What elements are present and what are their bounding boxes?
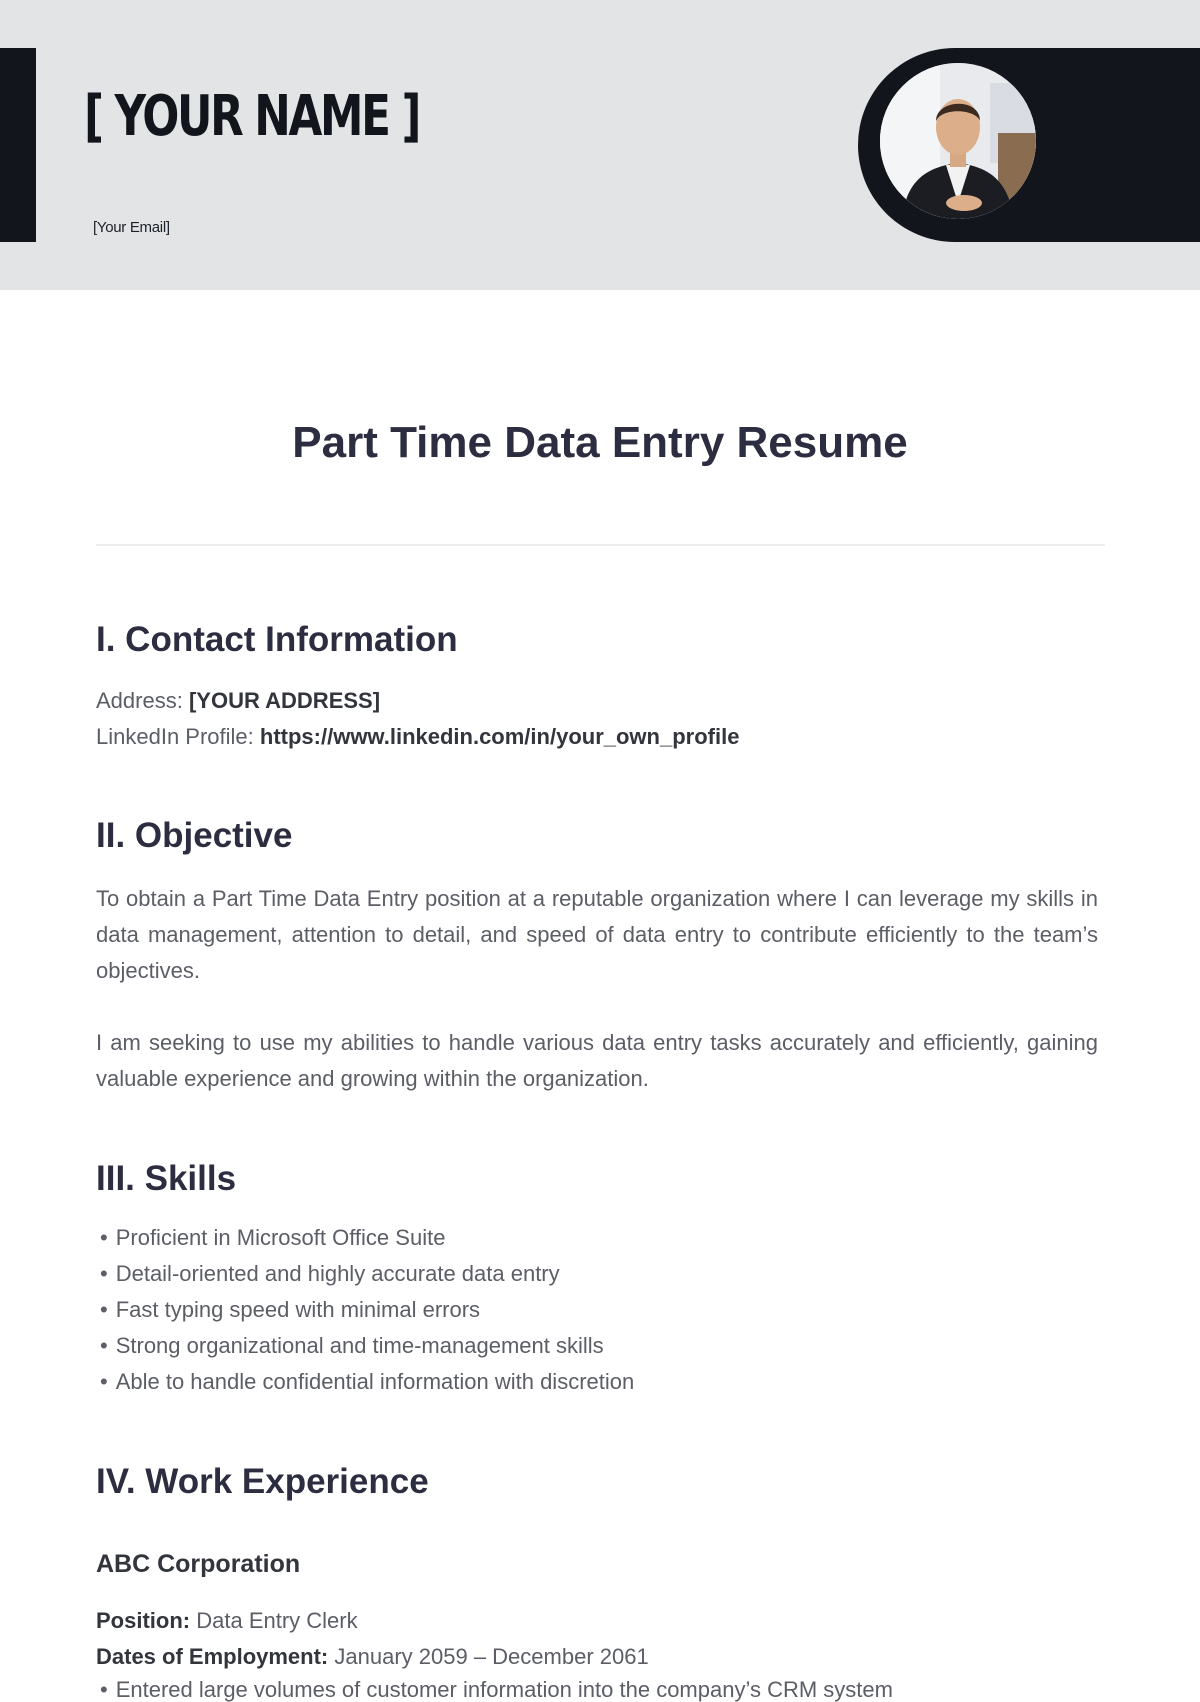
profile-photo (880, 63, 1036, 219)
dates-value: January 2059 – December 2061 (334, 1644, 649, 1669)
objective-paragraph-2: I am seeking to use my abilities to handle various data entry tasks accurately and efficiently, gaining valuable experience and growing within the organization. (96, 1030, 1098, 1091)
person-portrait-icon (880, 63, 1036, 219)
position-line (96, 1608, 358, 1634)
duty-item: • Entered large volumes of customer information into the company’s CRM system (100, 1677, 1080, 1702)
skills-list (100, 1220, 634, 1400)
resume-name: [ YOUR NAME ] (84, 84, 420, 149)
position-value: Data Entry Clerk (196, 1608, 358, 1633)
list-item: • Detail-oriented and highly accurate data entry (100, 1256, 634, 1292)
title-divider (96, 544, 1105, 546)
company-name: ABC Corporation (96, 1550, 301, 1578)
list-item: • Strong organizational and time-management skills (100, 1328, 634, 1364)
dates-label: Dates of Employment: (96, 1644, 329, 1669)
page-title: Part Time Data Entry Resume (292, 418, 908, 467)
contact-linkedin (96, 724, 739, 750)
skills-heading: III. Skills (96, 1159, 237, 1198)
resume-header (0, 0, 1200, 290)
experience-heading: IV. Work Experience (96, 1462, 429, 1501)
list-item: • Proficient in Microsoft Office Suite (100, 1220, 634, 1256)
resume-email: [Your Email] (93, 219, 170, 236)
objective-heading: II. Objective (96, 816, 293, 855)
objective-paragraph-1: To obtain a Part Time Data Entry position at a reputable organization where I can leverage my skills in data management, attention to detail, and speed of data entry to contribute efficiently to the team’s objectives. (96, 886, 1098, 983)
address-value: [YOUR ADDRESS] (188, 688, 381, 713)
contact-address (96, 688, 380, 714)
list-item: • Fast typing speed with minimal errors (100, 1292, 634, 1328)
linkedin-label: LinkedIn Profile: (96, 724, 254, 749)
contact-heading: I. Contact Information (96, 620, 458, 659)
header-accent-bar-left (0, 48, 36, 242)
position-label: Position: (96, 1608, 191, 1633)
address-label: Address: (96, 688, 183, 713)
dates-line (96, 1644, 649, 1670)
list-item: • Able to handle confidential information with discretion (100, 1364, 634, 1400)
linkedin-link[interactable]: https://www.linkedin.com/in/your_own_profile (259, 724, 740, 749)
